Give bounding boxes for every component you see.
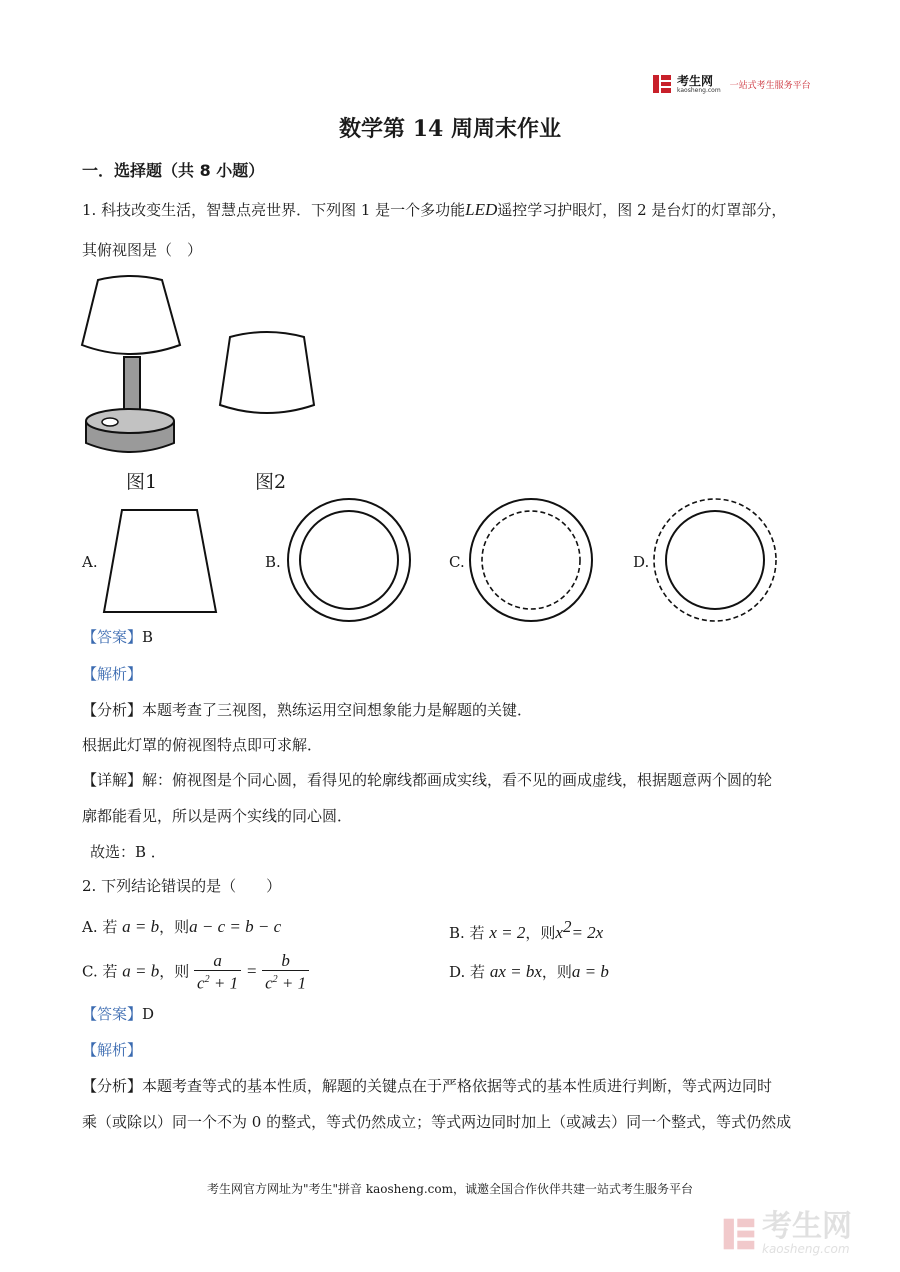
q1-option-d-label: D. (633, 553, 650, 571)
q2-option-b (449, 917, 603, 943)
figure-2-lampshade (212, 325, 322, 420)
q1-option-a-trapezoid (100, 505, 222, 615)
watermark (722, 1209, 852, 1256)
q2-c-fraction-right (262, 952, 309, 993)
q1-option-c-label: C. (449, 553, 465, 571)
q1-xiangjie-line1 (82, 770, 772, 790)
kaosheng-logo-icon (652, 74, 672, 94)
q2-answer (82, 1004, 154, 1024)
q1-fenxi-line2: 根据此灯罩的俯视图特点即可求解． (82, 736, 323, 754)
q2-option-d (449, 962, 609, 982)
q2-d-then: ，则 (541, 963, 572, 981)
q2-fenxi-tag: 【分析】 (82, 1077, 143, 1095)
q2-d-result: a = b (571, 962, 609, 981)
q2-option-c (82, 952, 309, 993)
q1-answer-tag: 【答案】 (82, 628, 143, 646)
q2-a-cond: a = b (122, 917, 160, 936)
q1-stem-part1: 1. 科技改变生活，智慧点亮世界．下列图 1 是一个多功能 (82, 201, 466, 219)
page-title: 数学第 14 周周末作业 (339, 116, 561, 142)
q2-c-num-right: b (262, 952, 309, 971)
q2-c-fraction-left (194, 952, 241, 993)
q2-c-cond: a = b (122, 961, 160, 981)
q2-d-label: D. 若 (449, 963, 486, 981)
figure-1-caption: 图1 (126, 471, 158, 493)
watermark-text-block (762, 1209, 852, 1256)
q1-choice: 故选：B ． (90, 843, 166, 861)
q2-fenxi-line1 (82, 1076, 772, 1096)
q2-stem: 2. 下列结论错误的是（ ） (82, 877, 282, 895)
q1-fenxi-tag: 【分析】 (82, 701, 143, 719)
logo-text-block (677, 75, 721, 94)
q1-fenxi (82, 700, 532, 720)
q2-c-den-right-exp: 2 (272, 974, 278, 985)
watermark-url: kaosheng.com (762, 1242, 850, 1256)
q1-option-b-label: B. (265, 553, 281, 571)
q2-option-a (82, 917, 281, 937)
q2-c-den-left-tail: + 1 (209, 973, 239, 993)
q1-stem-line2: 其俯视图是（ ） (82, 241, 203, 259)
q1-option-a-label: A. (82, 553, 98, 571)
q2-c-den-right (262, 971, 309, 993)
q2-b-base: x (555, 923, 563, 942)
q2-a-label: A. 若 (82, 918, 118, 936)
q1-answer-value: B (142, 628, 154, 646)
q1-xiangjie-line2: 廓都能看见，所以是两个实线的同心圆． (82, 807, 353, 825)
q2-c-den-left (194, 971, 241, 993)
q1-option-b-solid-circles (284, 495, 414, 625)
header-logo (652, 74, 811, 94)
q2-c-den-left-base: c (197, 973, 205, 993)
q1-answer (82, 627, 153, 647)
section-heading: 一．选择题（共 8 小题） (82, 161, 265, 180)
q2-c-den-right-tail: + 1 (277, 973, 307, 993)
figure-2-caption: 图2 (255, 471, 287, 493)
figure-1-lamp (78, 275, 188, 460)
q1-option-d-dashed-outer (650, 495, 780, 625)
q2-fenxi-text1: 本题考查等式的基本性质，解题的关键点在于严格依据等式的基本性质进行判断，等式两边同时 (142, 1077, 773, 1095)
q2-b-cond: x = 2 (489, 923, 526, 942)
page-footer: 考生网官方网址为"考生"拼音 kaosheng.com，诚邀全国合作伙伴共建一站式考生服务平台 (206, 1182, 694, 1196)
watermark-text: 考生网 (762, 1209, 852, 1244)
logo-slogan: 一站式考生服务平台 (729, 80, 811, 91)
q2-fenxi-line2: 乘（或除以）同一个不为 0 的整式，等式仍然成立；等式两边同时加上（或减去）同一个整式，等式仍然成 (82, 1113, 792, 1131)
q2-c-den-left-exp: 2 (204, 974, 210, 985)
q2-d-cond: ax = bx (489, 962, 542, 981)
q2-c-label: C. 若 (82, 962, 118, 981)
q2-b-exp: 2 (562, 917, 572, 936)
logo-url: kaosheng.com (677, 86, 721, 94)
q2-a-then: ，则 (159, 918, 190, 936)
logo-name: 考生网 (677, 73, 714, 88)
q2-c-equals: = (245, 961, 258, 981)
q2-answer-tag: 【答案】 (82, 1005, 143, 1023)
q1-analysis-tag: 【解析】 (82, 665, 143, 683)
q1-stem-part2: 遥控学习护眼灯，图 2 是台灯的灯罩部分， (497, 201, 787, 219)
watermark-logo-icon (722, 1217, 756, 1251)
q2-answer-value: D (142, 1005, 155, 1023)
q2-b-rhs: = 2x (571, 923, 604, 942)
q1-xiangjie-text: 解：俯视图是个同心圆，看得见的轮廓线都画成实线，看不见的画成虚线，根据题意两个圆的轮 (142, 771, 773, 789)
q2-a-result: a − c = b − c (189, 917, 282, 936)
q2-c-then: ，则 (159, 962, 190, 981)
q1-fenxi-text: 本题考查了三视图，熟练运用空间想象能力是解题的关键． (142, 701, 533, 719)
q2-b-label: B. 若 (449, 924, 485, 942)
q2-analysis-tag: 【解析】 (82, 1041, 143, 1059)
q2-c-num-left: a (194, 952, 241, 971)
q1-xiangjie-tag: 【详解】 (82, 771, 143, 789)
q1-led: LED (465, 200, 498, 219)
q1-option-c-dashed-inner (466, 495, 596, 625)
q1-stem-line1 (82, 200, 786, 220)
q2-c-den-right-base: c (265, 973, 273, 993)
q2-b-then: ，则 (525, 924, 556, 942)
